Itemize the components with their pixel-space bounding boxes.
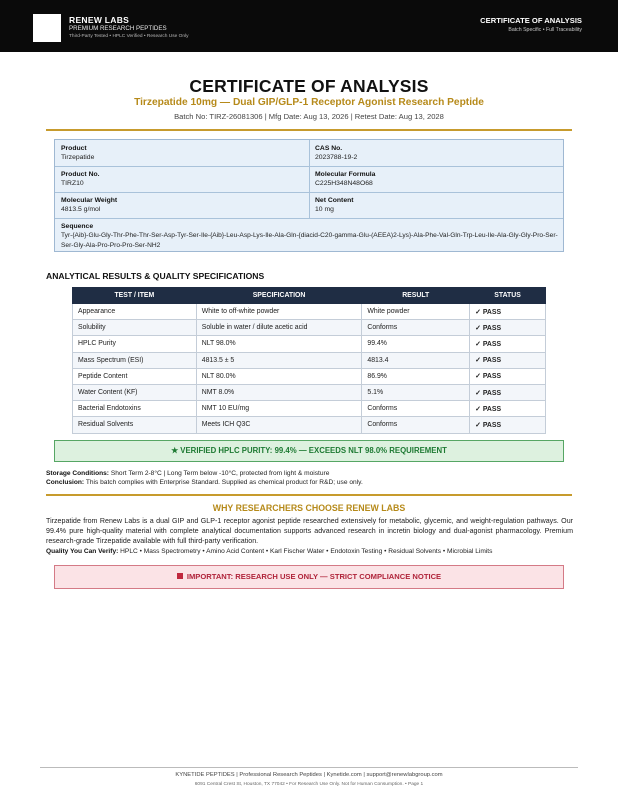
- product-subtitle: Tirzepatide 10mg — Dual GIP/GLP-1 Receptor Agonist Research Peptide: [134, 97, 484, 108]
- status-pass: ✓ PASS: [470, 304, 546, 320]
- result: 99.4%: [362, 336, 470, 352]
- test-item: Residual Solvents: [73, 417, 197, 433]
- brand-name: RENEW LABS: [69, 15, 130, 25]
- status-pass: ✓ PASS: [470, 320, 546, 336]
- specification: NLT 80.0%: [196, 368, 362, 384]
- sequence-cell: [61, 222, 561, 250]
- footer-address: 6091 Central Crest St, Houston, TX 77042 • For Research Use Only. Not for Human Consumption. • Page 1: [194, 782, 424, 787]
- verified-purity-banner: ★ VERIFIED HPLC PURITY: 99.4% — EXCEEDS NLT 98.0% REQUIREMENT: [54, 440, 564, 462]
- table-row: [73, 384, 546, 400]
- test-item: Water Content (KF): [73, 384, 197, 400]
- footer-contact: KYNETIDE PEPTIDES | Professional Research Peptides | Kynetide.com | support@renewlabgroup.com: [175, 772, 443, 778]
- conclusion-text: This batch complies with Enterprise Standard. Supplied as chemical product for R&D; use only.: [85, 479, 363, 486]
- test-item: Mass Spectrum (ESI): [73, 352, 197, 368]
- product-label: Product: [61, 145, 87, 152]
- specification: Meets ICH Q3C: [196, 417, 362, 433]
- status-pass: ✓ PASS: [470, 384, 546, 400]
- product-no-cell: [61, 170, 100, 188]
- table-row: [73, 417, 546, 433]
- why-heading: WHY RESEARCHERS CHOOSE RENEW LABS: [212, 503, 406, 513]
- table-row: [73, 304, 546, 320]
- test-item: Bacterial Endotoxins: [73, 401, 197, 417]
- storage-label: Storage Conditions:: [46, 470, 110, 477]
- results-table: [72, 287, 546, 434]
- formula-value: C225H348N48O68: [315, 180, 373, 187]
- result: 5.1%: [362, 384, 470, 400]
- sequence-label: Sequence: [61, 223, 94, 230]
- header-doc-title: CERTIFICATE OF ANALYSIS: [480, 16, 582, 25]
- test-item: Appearance: [73, 304, 197, 320]
- batch-info: Batch No: TIRZ-26081306 | Mfg Date: Aug 13, 2026 | Retest Date: Aug 13, 2028: [174, 112, 444, 121]
- specification: NMT 10 EU/mg: [196, 401, 362, 417]
- table-header-row: [73, 288, 546, 304]
- divider: [46, 129, 572, 131]
- notice-text: IMPORTANT: RESEARCH USE ONLY — STRICT COMPLIANCE NOTICE: [186, 572, 442, 581]
- verify-line: [46, 548, 492, 555]
- logo: [33, 14, 61, 42]
- specification: White to off-white powder: [196, 304, 362, 320]
- storage-conclusion-block: [46, 469, 576, 487]
- storage-text: Short Term 2-8°C | Long Term below -10°C, protected from light & moisture: [110, 470, 330, 477]
- net-content-cell: [315, 196, 354, 214]
- test-item: HPLC Purity: [73, 336, 197, 352]
- weight-value: 4813.5 g/mol: [61, 206, 101, 213]
- brand-block: [69, 15, 189, 41]
- formula-cell: [315, 170, 375, 188]
- status-pass: ✓ PASS: [470, 401, 546, 417]
- status-pass: ✓ PASS: [470, 336, 546, 352]
- result: Conforms: [362, 401, 470, 417]
- footer-divider: [40, 767, 578, 768]
- table-row: [73, 352, 546, 368]
- specification: 4813.5 ± 5: [196, 352, 362, 368]
- verify-label: Quality You Can Verify:: [46, 548, 119, 555]
- result: 86.9%: [362, 368, 470, 384]
- table-row: [73, 320, 546, 336]
- product-value: Tirzepatide: [61, 154, 95, 161]
- net-content-label: Net Content: [315, 197, 354, 204]
- test-item: Solubility: [73, 320, 197, 336]
- result: Conforms: [362, 417, 470, 433]
- results-heading: ANALYTICAL RESULTS & QUALITY SPECIFICATIONS: [46, 271, 265, 281]
- specification: NMT 8.0%: [196, 384, 362, 400]
- cas-value: 2023788-19-2: [315, 154, 358, 161]
- conclusion-line: [46, 478, 576, 487]
- document-header: [0, 0, 618, 52]
- divider: [46, 494, 572, 496]
- specification: NLT 98.0%: [196, 336, 362, 352]
- weight-cell: [61, 196, 117, 214]
- table-row: [73, 401, 546, 417]
- column-header: TEST / ITEM: [73, 288, 197, 304]
- product-no-value: TIRZ10: [61, 180, 84, 187]
- net-content-value: 10 mg: [315, 206, 334, 213]
- header-doc-subtitle: Batch Specific • Full Traceability: [508, 27, 582, 33]
- header-doc-info: [480, 16, 582, 35]
- column-header: SPECIFICATION: [196, 288, 362, 304]
- status-pass: ✓ PASS: [470, 368, 546, 384]
- column-divider: [309, 140, 310, 218]
- row-divider: [55, 218, 563, 219]
- formula-label: Molecular Formula: [315, 171, 376, 178]
- table-row: [73, 336, 546, 352]
- specification: Soluble in water / dilute acetic acid: [196, 320, 362, 336]
- brand-subtitle: PREMIUM RESEARCH PEPTIDES: [69, 25, 167, 32]
- result: Conforms: [362, 320, 470, 336]
- column-header: RESULT: [362, 288, 470, 304]
- verify-text: HPLC • Mass Spectrometry • Amino Acid Content • Karl Fischer Water • Endotoxin Testing • Residual Solvents • Microbial Limits: [120, 548, 493, 555]
- page-title: CERTIFICATE OF ANALYSIS: [189, 76, 429, 96]
- column-header: STATUS: [470, 288, 546, 304]
- storage-line: [46, 469, 576, 478]
- table-row: [73, 368, 546, 384]
- brand-tags: Third-Party Tested • HPLC Verified • Research Use Only: [69, 34, 189, 39]
- result: White powder: [362, 304, 470, 320]
- result: 4813.4: [362, 352, 470, 368]
- compliance-notice: [54, 565, 564, 589]
- product-cell: [61, 144, 94, 162]
- conclusion-label: Conclusion:: [46, 479, 85, 486]
- cas-label: CAS No.: [315, 145, 343, 152]
- sequence-value: Tyr-{Aib}-Glu-Gly-Thr-Phe-Thr-Ser-Asp-Tyr-Ser-Ile-{Aib}-Leu-Asp-Lys-Ile-Ala-Gln-{diacid-C20-gamma-Glu-(AEEA)2-Lys}-Ala-Phe-Val-Gln-Trp-Leu-Ile-Ala-Gly-Gly-Pro-Ser-Ser-Gly-Ala-Pro-Pro-Pro-Ser-NH2: [61, 232, 558, 249]
- status-pass: ✓ PASS: [470, 352, 546, 368]
- weight-label: Molecular Weight: [61, 197, 118, 204]
- product-no-label: Product No.: [61, 171, 100, 178]
- status-pass: ✓ PASS: [470, 417, 546, 433]
- test-item: Peptide Content: [73, 368, 197, 384]
- warning-square-icon: [177, 573, 183, 579]
- why-paragraph: Tirzepatide from Renew Labs is a dual GIP and GLP-1 receptor agonist peptide researched extensively for metabolic, glycemic, and weight-regulation pathways. Our 99.4% pure high-quality material with complete analytical documentation supports advanced research in incretin biology and dual-agonist pharmacology. Premium research-grade Tirzepatide available with full third-party verification.: [46, 517, 573, 545]
- product-info-box: [54, 139, 564, 252]
- cas-cell: [315, 144, 357, 162]
